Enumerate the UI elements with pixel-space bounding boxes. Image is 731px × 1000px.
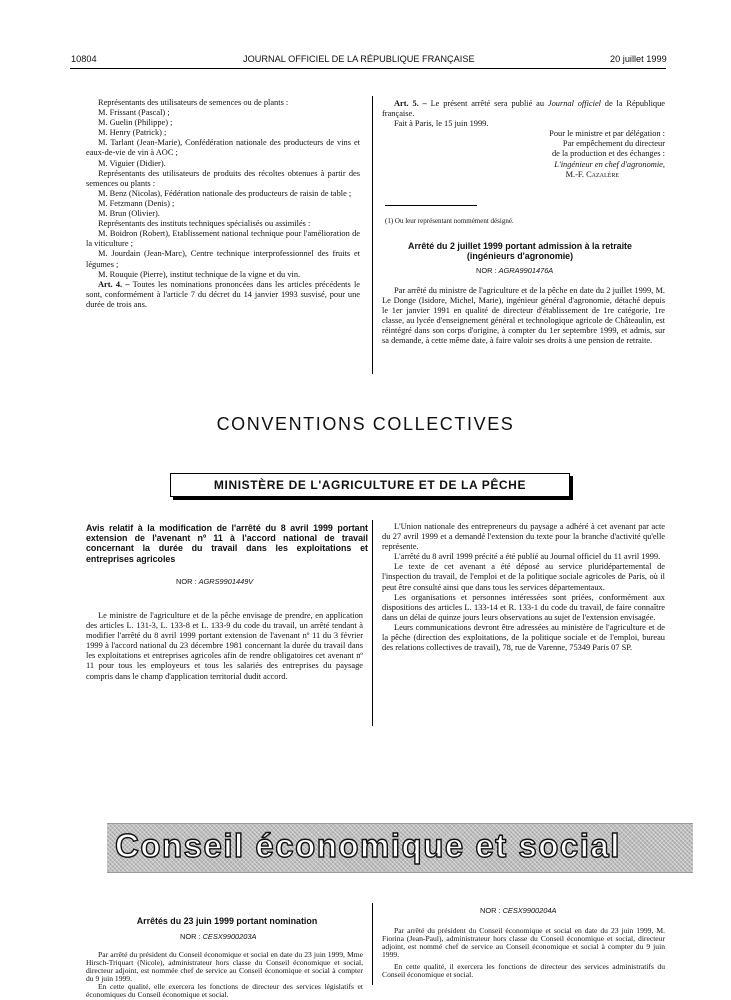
avis-body-left bbox=[86, 611, 363, 682]
article-4 bbox=[86, 280, 360, 310]
article-5-text-end: de la République française. bbox=[382, 99, 665, 119]
arretes-title: Arrêtés du 23 juin 1999 portant nomination bbox=[136, 916, 318, 926]
nor-label: NOR : bbox=[176, 577, 199, 586]
list-item: M. Jourdain (Jean-Marc), Centre technique interprofessionnel des fruits et légumes ; bbox=[86, 249, 360, 269]
arrete-body bbox=[382, 286, 665, 347]
journal-title: JOURNAL OFFICIEL DE LA RÉPUBLIQUE FRANÇAISE bbox=[243, 54, 475, 64]
nor-reference bbox=[180, 932, 256, 941]
right-top-column bbox=[382, 99, 665, 180]
list-item: M. Viguier (Didier). bbox=[98, 158, 166, 168]
signature-line: Pour le ministre et par délégation : bbox=[549, 129, 665, 139]
list-item: M. Henry (Patrick) ; bbox=[98, 128, 167, 138]
fait-a-paris: Fait à Paris, le 15 juin 1999. bbox=[394, 119, 489, 129]
column-divider bbox=[372, 520, 373, 726]
ministere-heading: MINISTÈRE DE L'AGRICULTURE ET DE LA PÊCHE bbox=[170, 473, 570, 497]
article-4-text: Toutes les nominations prononcées dans les articles précédents le sont, conformément à l'article 7 du décret du 14 janvier 1993 susvisé, pour une durée de trois ans. bbox=[86, 279, 361, 309]
page-number: 10804 bbox=[71, 54, 97, 64]
signatory-name: M.-F. Cazalère bbox=[565, 169, 619, 179]
signature-line: de la production et des échanges : bbox=[551, 149, 665, 159]
conseil-heading: Conseil économique et social bbox=[115, 827, 621, 864]
avis-body-right bbox=[382, 522, 665, 653]
conseil-paragraph: Par arrêté du président du Conseil économique et social en date du 23 juin 1999, Mme Hirsch-Triquart (Nicole), administrateur hors classe du Conseil économique et social, directeur adjoint, est nommée chef de service au Conseil économique et social à compter du 9 juin 1999. bbox=[86, 950, 363, 984]
nor-label: NOR : bbox=[476, 266, 499, 275]
avis-paragraph: L'Union nationale des entrepreneurs du paysage a adhéré à cet avenant par acte du 27 avril 1999 et a demandé l'extension du texte pour la branche d'activité qu'elle représente. bbox=[382, 522, 665, 552]
list-item: M. Fetzmann (Denis) ; bbox=[98, 198, 175, 208]
nor-code: AGRA9901476A bbox=[498, 266, 554, 275]
list-item: M. Benz (Nicolas), Fédération nationale des producteurs de raisin de table ; bbox=[98, 188, 352, 198]
list-item: M. Frissant (Pascal) ; bbox=[98, 108, 170, 118]
journal-officiel-ref: Journal officiel bbox=[547, 99, 601, 108]
nor-label: NOR : bbox=[480, 906, 503, 915]
list-item: M. Brun (Olivier). bbox=[98, 209, 160, 219]
nor-code: CESX9900203A bbox=[202, 932, 257, 941]
conseil-right-text bbox=[382, 927, 665, 980]
avis-paragraph: Le ministre de l'agriculture et de la pêche envisage de prendre, en application des articles L. 131-3, L. 133-8 et L. 133-9 du code du travail, un arrêté tendant à modifier l'arrêté du 8 avril 1999 portant extension de l'avenant nº 11 du 3 février 1999 à l'accord national du 23 décembre 1981 concernant la durée du travail dans les exploitations et entreprises agricoles afin de rendre obligatoires cet avenant nº 11 pour tous les employeurs et tous les salariés des entreprises du paysage compris dans le champ d'application territorial dudit accord. bbox=[86, 611, 363, 681]
nor-code: CESX9900204A bbox=[502, 906, 557, 915]
nor-reference bbox=[476, 266, 553, 275]
list-item: Représentants des utilisateurs de semences ou de plants : bbox=[98, 98, 289, 107]
conseil-paragraph: En cette qualité, elle exercera les fonctions de directeur des services législatifs et économiques du Conseil économique et social. bbox=[86, 982, 363, 1000]
avis-paragraph: L'arrêté du 8 avril 1999 précité a été publié au Journal officiel du 11 avril 1999. bbox=[394, 552, 661, 562]
left-top-column bbox=[86, 98, 360, 310]
signature-line: Par empêchement du directeur bbox=[562, 139, 665, 149]
avis-paragraph: Les organisations et personnes intéressées sont priées, conformément aux dispositions des articles L. 133-14 et R. 133-1 du code du travail, de faire connaître dans un délai de quinze jours leurs observations au sujet de l'extension envisagée. bbox=[382, 592, 665, 622]
column-divider bbox=[372, 96, 373, 374]
list-item: Représentants des instituts techniques spécialisés ou assimilés : bbox=[98, 219, 311, 229]
nor-code: AGRS9901449V bbox=[198, 577, 254, 586]
arrete-title: Arrêté du 2 juillet 1999 portant admission à la retraite (ingénieurs d'agronomie) bbox=[408, 241, 632, 262]
arrete-paragraph: Par arrêté du ministre de l'agriculture et de la pêche en date du 2 juillet 1999, M. Le Donge (Isidore, Michel, Marie), ingénieur général d'agronomie, détaché depuis le 1er janvier 1991 en qualité de directeur d'établissement de 1re catégorie, 1re classe, au lycée d'enseignement général et technologique agricole de Châteaulin, est réintégré dans son corps d'origine, à compter du 1er septembre 1999, et admis, sur sa demande, à cette même date, à faire valoir ses droits à une pension de retraite. bbox=[382, 286, 665, 346]
conseil-paragraph: En cette qualité, il exercera les fonctions de directeur des services administratifs du Conseil économique et social. bbox=[382, 962, 665, 980]
nor-label: NOR : bbox=[180, 932, 203, 941]
avis-paragraph: Leurs communications devront être adressées au ministère de l'agriculture et de la pêche (direction des exploitations, de la politique sociale et de l'emploi, bureau des relations collectives de travail), 78, rue de Varenne, 75349 Paris 07 SP. bbox=[382, 622, 665, 653]
article-5-label: Art. 5. – bbox=[394, 99, 427, 108]
nor-reference bbox=[480, 906, 556, 915]
list-item: Représentants des utilisateurs de produits des récoltes obtenues à partir des semences ou plants : bbox=[86, 168, 360, 188]
issue-date: 20 juillet 1999 bbox=[610, 54, 667, 64]
article-4-label: Art. 4. – bbox=[98, 279, 130, 289]
list-item: M. Boidron (Robert), Etablissement national technique pour l'amélioration de la viticulture ; bbox=[86, 229, 360, 249]
signature-line: L'ingénieur en chef d'agronomie, bbox=[554, 159, 665, 169]
list-item: M. Guelin (Philippe) ; bbox=[98, 118, 173, 128]
list-item: M. Tarlant (Jean-Marie), Confédération nationale des producteurs de vins et eaux-de-vie de vin à AOC ; bbox=[86, 138, 360, 158]
avis-paragraph: Le texte de cet avenant a été déposé au service pluridépartemental de l'inspection du travail, de l'emploi et de la politique sociale agricoles de Paris, où il peut être consulté ainsi que dans tous les services départementaux. bbox=[382, 562, 665, 592]
list-item: M. Rouquie (Pierre), institut technique de la vigne et du vin. bbox=[98, 269, 301, 279]
article-5-text: Le présent arrêté sera publié au bbox=[426, 99, 548, 108]
avis-title: Avis relatif à la modification de l'arrêté du 8 avril 1999 portant extension de l'avenant nº 11 à l'accord national de travail concernant la durée du travail dans les exploitations et entreprises agricoles bbox=[86, 523, 368, 564]
conseil-paragraph: Par arrêté du président du Conseil économique et social en date du 23 juin 1999, M. Fiorina (Jean-Paul), administrateur hors classe du Conseil économique et social, directeur adjoint, est nommé chef de service au Conseil économique et social à compter du 9 juin 1999. bbox=[382, 926, 665, 960]
conseil-banner bbox=[107, 823, 693, 873]
header-rule bbox=[70, 68, 666, 69]
conseil-left-text bbox=[86, 951, 363, 1000]
footnote-rule bbox=[385, 205, 477, 206]
column-divider bbox=[372, 903, 373, 985]
article-5 bbox=[382, 99, 665, 119]
footnote: (1) Ou leur représentant nommément désigné. bbox=[385, 217, 514, 225]
nor-reference bbox=[176, 577, 253, 586]
conventions-heading: CONVENTIONS COLLECTIVES bbox=[216, 414, 515, 434]
